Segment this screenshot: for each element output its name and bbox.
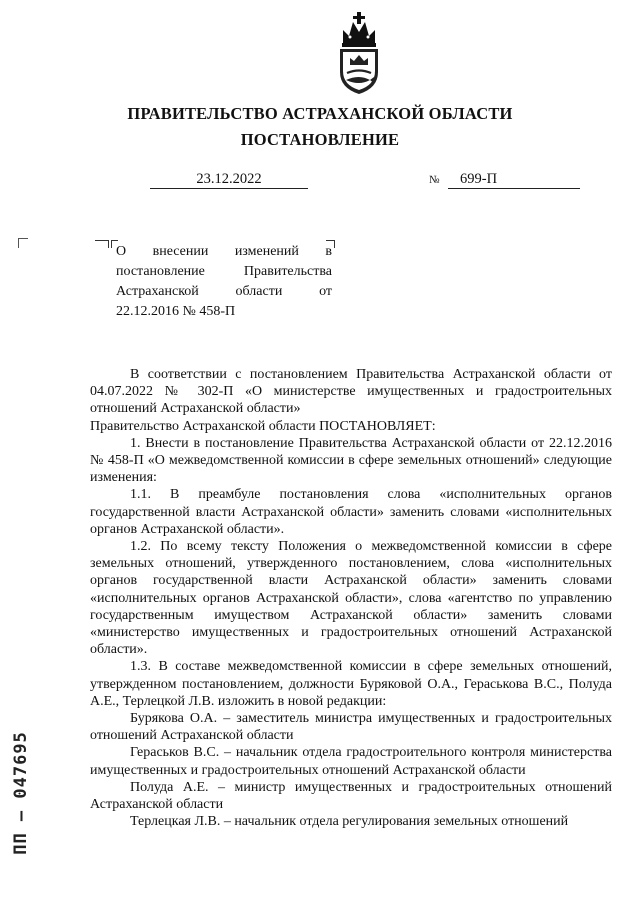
paragraph-resolves: Правительство Астраханской области ПОСТАНОВЛЯЕТ:: [90, 418, 436, 434]
paragraph-member-poluda: Полуда А.Е. – министр имущественных и градостроительных отношений Астраханской области: [90, 779, 612, 813]
paragraph-item-1: 1. Внести в постановление Правительства Астраханской области от 22.12.2016 № 458-П «О межведомственной комиссии в сфере земельных отношений» следующие изменения:: [90, 435, 612, 486]
side-serial-stamp: [6, 718, 36, 868]
document-date: 23.12.2022: [150, 170, 308, 189]
side-serial-text: ПП – 047695: [11, 731, 31, 855]
document-subject: О внесении изменений в постановление Правительства Астраханской области от 22.12.2016 № 458-П: [116, 244, 332, 319]
government-title: ПРАВИТЕЛЬСТВО АСТРАХАНСКОЙ ОБЛАСТИ: [127, 104, 513, 123]
paragraph-member-buryakova: Бурякова О.А. – заместитель министра имущественных и градостроительных отношений Астраханской области: [90, 711, 612, 744]
paragraph-member-geraskov: Гераськов В.С. – начальник отдела градостроительного контроля министерства имущественных и градостроительных отношений Астраханской области: [90, 745, 612, 778]
document-number: 699-П: [448, 170, 580, 189]
paragraph-item-1-2: 1.2. По всему тексту Положения о межведомственной комиссии в сфере земельных отношений, утвержденного постановлением, слова «исполнительных органов государственной власти Астраханской области» заменить словами «исполнительных органов Астраханской области», слова «агентство по управлению государственным имуществом Астраханской области» заменить словами «министерство имущественных и градостроительных отношений Астраханской области».: [90, 539, 612, 658]
paragraph-preamble: В соответствии с постановлением Правительства Астраханской области от 04.07.2022 № 302-П «О министерстве имущественных и градостроительных отношений Астраханской области»: [90, 367, 612, 417]
paragraph-item-1-3: 1.3. В составе межведомственной комиссии в сфере земельных отношений, утвержденном постановлением, должности Буряковой О.А., Гераськова В.С., Полуда А.Е., Терлецкой Л.В. изложить в новой редакции:: [90, 659, 612, 709]
subject-bracket-left: [95, 240, 109, 248]
document-kind-title: ПОСТАНОВЛЕНИЕ: [240, 130, 400, 149]
paragraph-member-terletskaya: Терлецкая Л.В. – начальник отдела регулирования земельных отношений: [130, 814, 569, 830]
paragraph-item-1-1: 1.1. В преамбуле постановления слова «исполнительных органов государственной власти Астраханской области» заменить словами «исполнительных органов Астраханской области».: [90, 487, 612, 537]
document-body: [90, 366, 612, 830]
astrakhan-coat-of-arms-icon: [333, 10, 385, 96]
corner-mark: [18, 238, 28, 248]
number-sign: №: [429, 174, 440, 186]
